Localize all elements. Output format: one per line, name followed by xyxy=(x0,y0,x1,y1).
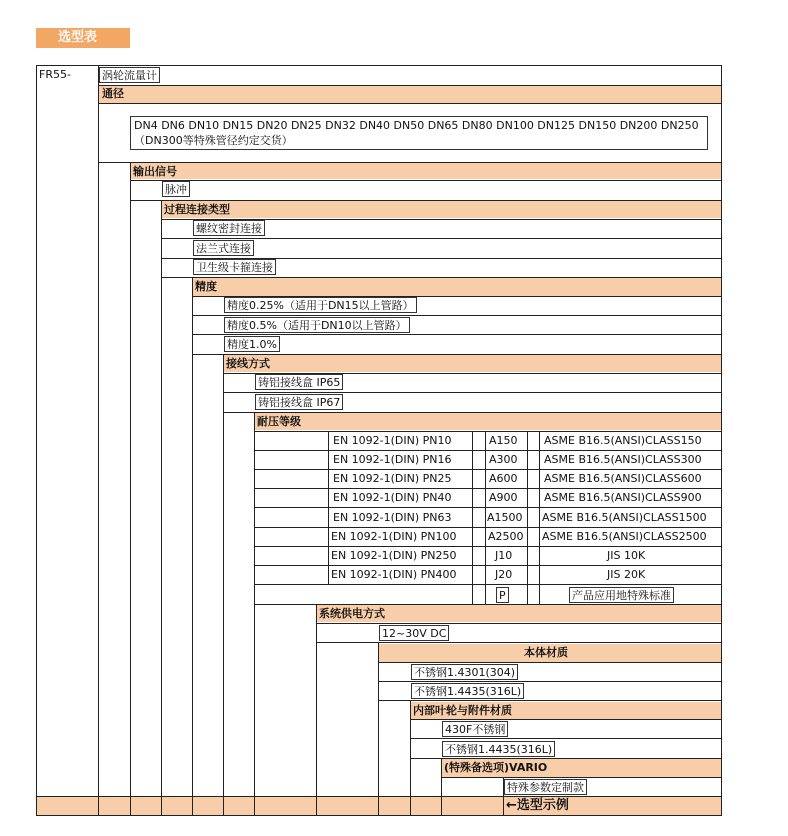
page-title: 选型表 xyxy=(36,28,130,48)
section-impeller: 内部叶轮与附件材质 xyxy=(413,704,512,717)
section-bore: 通径 xyxy=(102,87,124,100)
accuracy-option-05: 精度0.5%（适用于DN10以上管路） xyxy=(224,317,410,333)
bore-list-line1: DN4 DN6 DN10 DN15 DN20 DN25 DN32 DN40 DN50 DN65 DN80 DN100 DN125 DN150 DN200 DN250 xyxy=(134,119,699,132)
accuracy-option-025: 精度0.25%（适用于DN15以上管路） xyxy=(224,297,417,313)
band-accuracy xyxy=(192,278,721,296)
pressure-code-5: A1500 xyxy=(487,511,523,524)
section-wiring: 接线方式 xyxy=(226,357,270,370)
section-accuracy: 精度 xyxy=(195,280,217,293)
power-option-dc: 12~30V DC xyxy=(379,625,449,641)
pressure-std-6: ASME B16.5(ANSI)CLASS2500 xyxy=(542,530,707,543)
pressure-en-5: EN 1092-1(DIN) PN63 xyxy=(333,511,452,524)
pressure-std-7: JIS 10K xyxy=(607,549,646,562)
body-option-304: 不锈钢1.4301(304) xyxy=(411,664,518,680)
band-bore xyxy=(98,85,721,103)
custom-label: 特殊参数定制款 xyxy=(504,779,587,795)
pressure-std-1: ASME B16.5(ANSI)CLASS150 xyxy=(544,434,702,447)
accuracy-option-10: 精度1.0% xyxy=(224,336,280,352)
pressure-en-2: EN 1092-1(DIN) PN16 xyxy=(333,453,452,466)
section-process: 过程连接类型 xyxy=(164,203,230,216)
pressure-en-4: EN 1092-1(DIN) PN40 xyxy=(333,491,452,504)
impeller-option-430f: 430F不锈钢 xyxy=(442,721,508,737)
pressure-code-2: A300 xyxy=(489,453,518,466)
impeller-special-option: (特殊备选项)VARIO xyxy=(444,761,548,774)
pressure-en-7: EN 1092-1(DIN) PN250 xyxy=(331,549,457,562)
section-output: 输出信号 xyxy=(133,165,177,178)
pressure-std-3: ASME B16.5(ANSI)CLASS600 xyxy=(544,472,702,485)
wiring-option-ip65: 铸铝接线盒 IP65 xyxy=(255,374,343,390)
band-wiring xyxy=(223,355,721,372)
pressure-std-8: JIS 20K xyxy=(607,568,646,581)
body-option-316l: 不锈钢1.4435(316L) xyxy=(411,683,524,699)
band-output xyxy=(130,163,721,179)
product-name: 涡轮流量计 xyxy=(99,67,160,83)
wiring-option-ip67: 铸铝接线盒 IP67 xyxy=(255,394,343,410)
output-option-pulse: 脉冲 xyxy=(162,181,190,197)
pressure-std-9: 产品应用地特殊标准 xyxy=(569,587,674,603)
pressure-en-1: EN 1092-1(DIN) PN10 xyxy=(333,434,452,447)
pressure-code-3: A600 xyxy=(489,472,518,485)
pressure-en-6: EN 1092-1(DIN) PN100 xyxy=(331,530,457,543)
impeller-option-316l: 不锈钢1.4435(316L) xyxy=(442,741,555,757)
process-option-flange: 法兰式连接 xyxy=(193,240,254,256)
pressure-std-4: ASME B16.5(ANSI)CLASS900 xyxy=(544,491,702,504)
process-option-thread: 螺纹密封连接 xyxy=(193,220,265,236)
pressure-code-7: J10 xyxy=(495,549,513,562)
section-pressure: 耐压等级 xyxy=(257,415,301,428)
pressure-code-9: P xyxy=(496,587,509,603)
pressure-en-8: EN 1092-1(DIN) PN400 xyxy=(331,568,457,581)
pressure-std-2: ASME B16.5(ANSI)CLASS300 xyxy=(544,453,702,466)
bore-list xyxy=(130,116,708,150)
pressure-en-3: EN 1092-1(DIN) PN25 xyxy=(333,472,452,485)
pressure-code-6: A2500 xyxy=(488,530,524,543)
band-pressure xyxy=(254,413,721,430)
pressure-code-4: A900 xyxy=(489,491,518,504)
model-prefix: FR55- xyxy=(39,68,71,81)
pressure-code-1: A150 xyxy=(489,434,518,447)
example-label: ←选型示例 xyxy=(506,798,569,813)
bore-list-line2: （DN300等特殊管径约定交货） xyxy=(134,134,293,147)
pressure-std-5: ASME B16.5(ANSI)CLASS1500 xyxy=(542,511,707,524)
section-body: 本体材质 xyxy=(524,646,568,659)
process-option-clamp: 卫生级卡箍连接 xyxy=(193,259,276,275)
section-power: 系统供电方式 xyxy=(319,607,385,620)
band-process xyxy=(161,201,721,218)
pressure-code-8: J20 xyxy=(495,568,513,581)
